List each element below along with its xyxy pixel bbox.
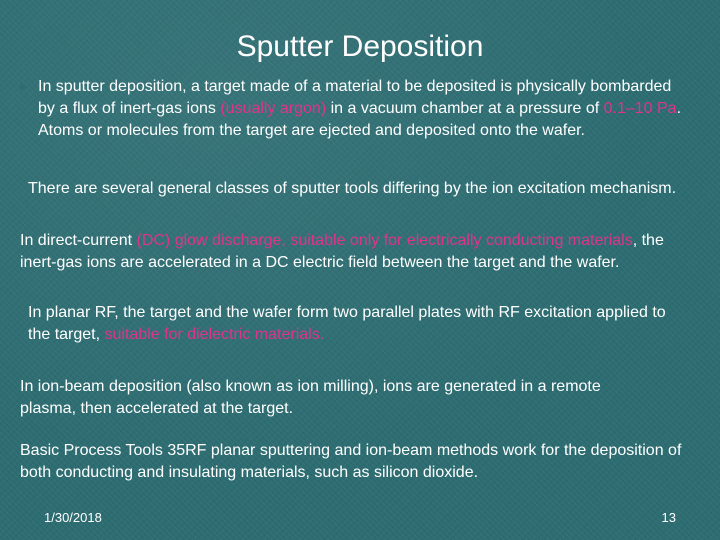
page-number: 13: [661, 510, 676, 525]
text-run: There are several general classes of sputter tools differing by the ion excitation mechanism.: [28, 180, 677, 197]
text-run: Basic Process Tools 35RF planar sputtering and ion-beam methods work for the deposition of both conducting and insulating materials, such as silicon dioxide.: [20, 442, 682, 481]
slide-title: Sputter Deposition: [236, 30, 484, 63]
text-run: in a vacuum chamber at a pressure of: [326, 100, 604, 117]
highlight-dc-conducting: (DC) glow discharge, suitable only for electrically conducting materials: [136, 232, 633, 249]
text-run: In planar RF, the target and the wafer form two parallel plates with RF excitation applied to the target,: [28, 304, 666, 343]
text-run: In ion-beam deposition (also known as ion milling), ions are generated in a remote plasma, then accelerated at the target.: [20, 378, 601, 417]
footer-date: 1/30/2018: [44, 510, 102, 525]
text-run: In direct-current: [20, 232, 137, 249]
highlight-pressure-range: 0.1–10 Pa: [603, 100, 677, 117]
paragraph-sputter-classes: [28, 178, 688, 200]
text-run: . Atoms or molecules from the target are ejected and deposited onto the wafer.: [38, 100, 682, 139]
paragraph-sputter-intro: [38, 76, 688, 142]
paragraph-basic-process: [20, 440, 700, 484]
highlight-usually-argon: (usually argon): [220, 100, 327, 117]
text-run: In sputter deposition, a target made of a material to be deposited is physically bombarded by a flux of inert-gas ions: [38, 78, 672, 117]
bullet-icon: [18, 80, 30, 92]
text-run: , the inert-gas ions are accelerated in a DC electric field between the target and the wafer.: [20, 232, 664, 271]
highlight-dielectric: suitable for dielectric materials.: [104, 326, 325, 343]
paragraph-dc-glow: [20, 230, 700, 274]
paragraph-ion-beam: [20, 376, 660, 420]
paragraph-planar-rf: [28, 302, 688, 346]
